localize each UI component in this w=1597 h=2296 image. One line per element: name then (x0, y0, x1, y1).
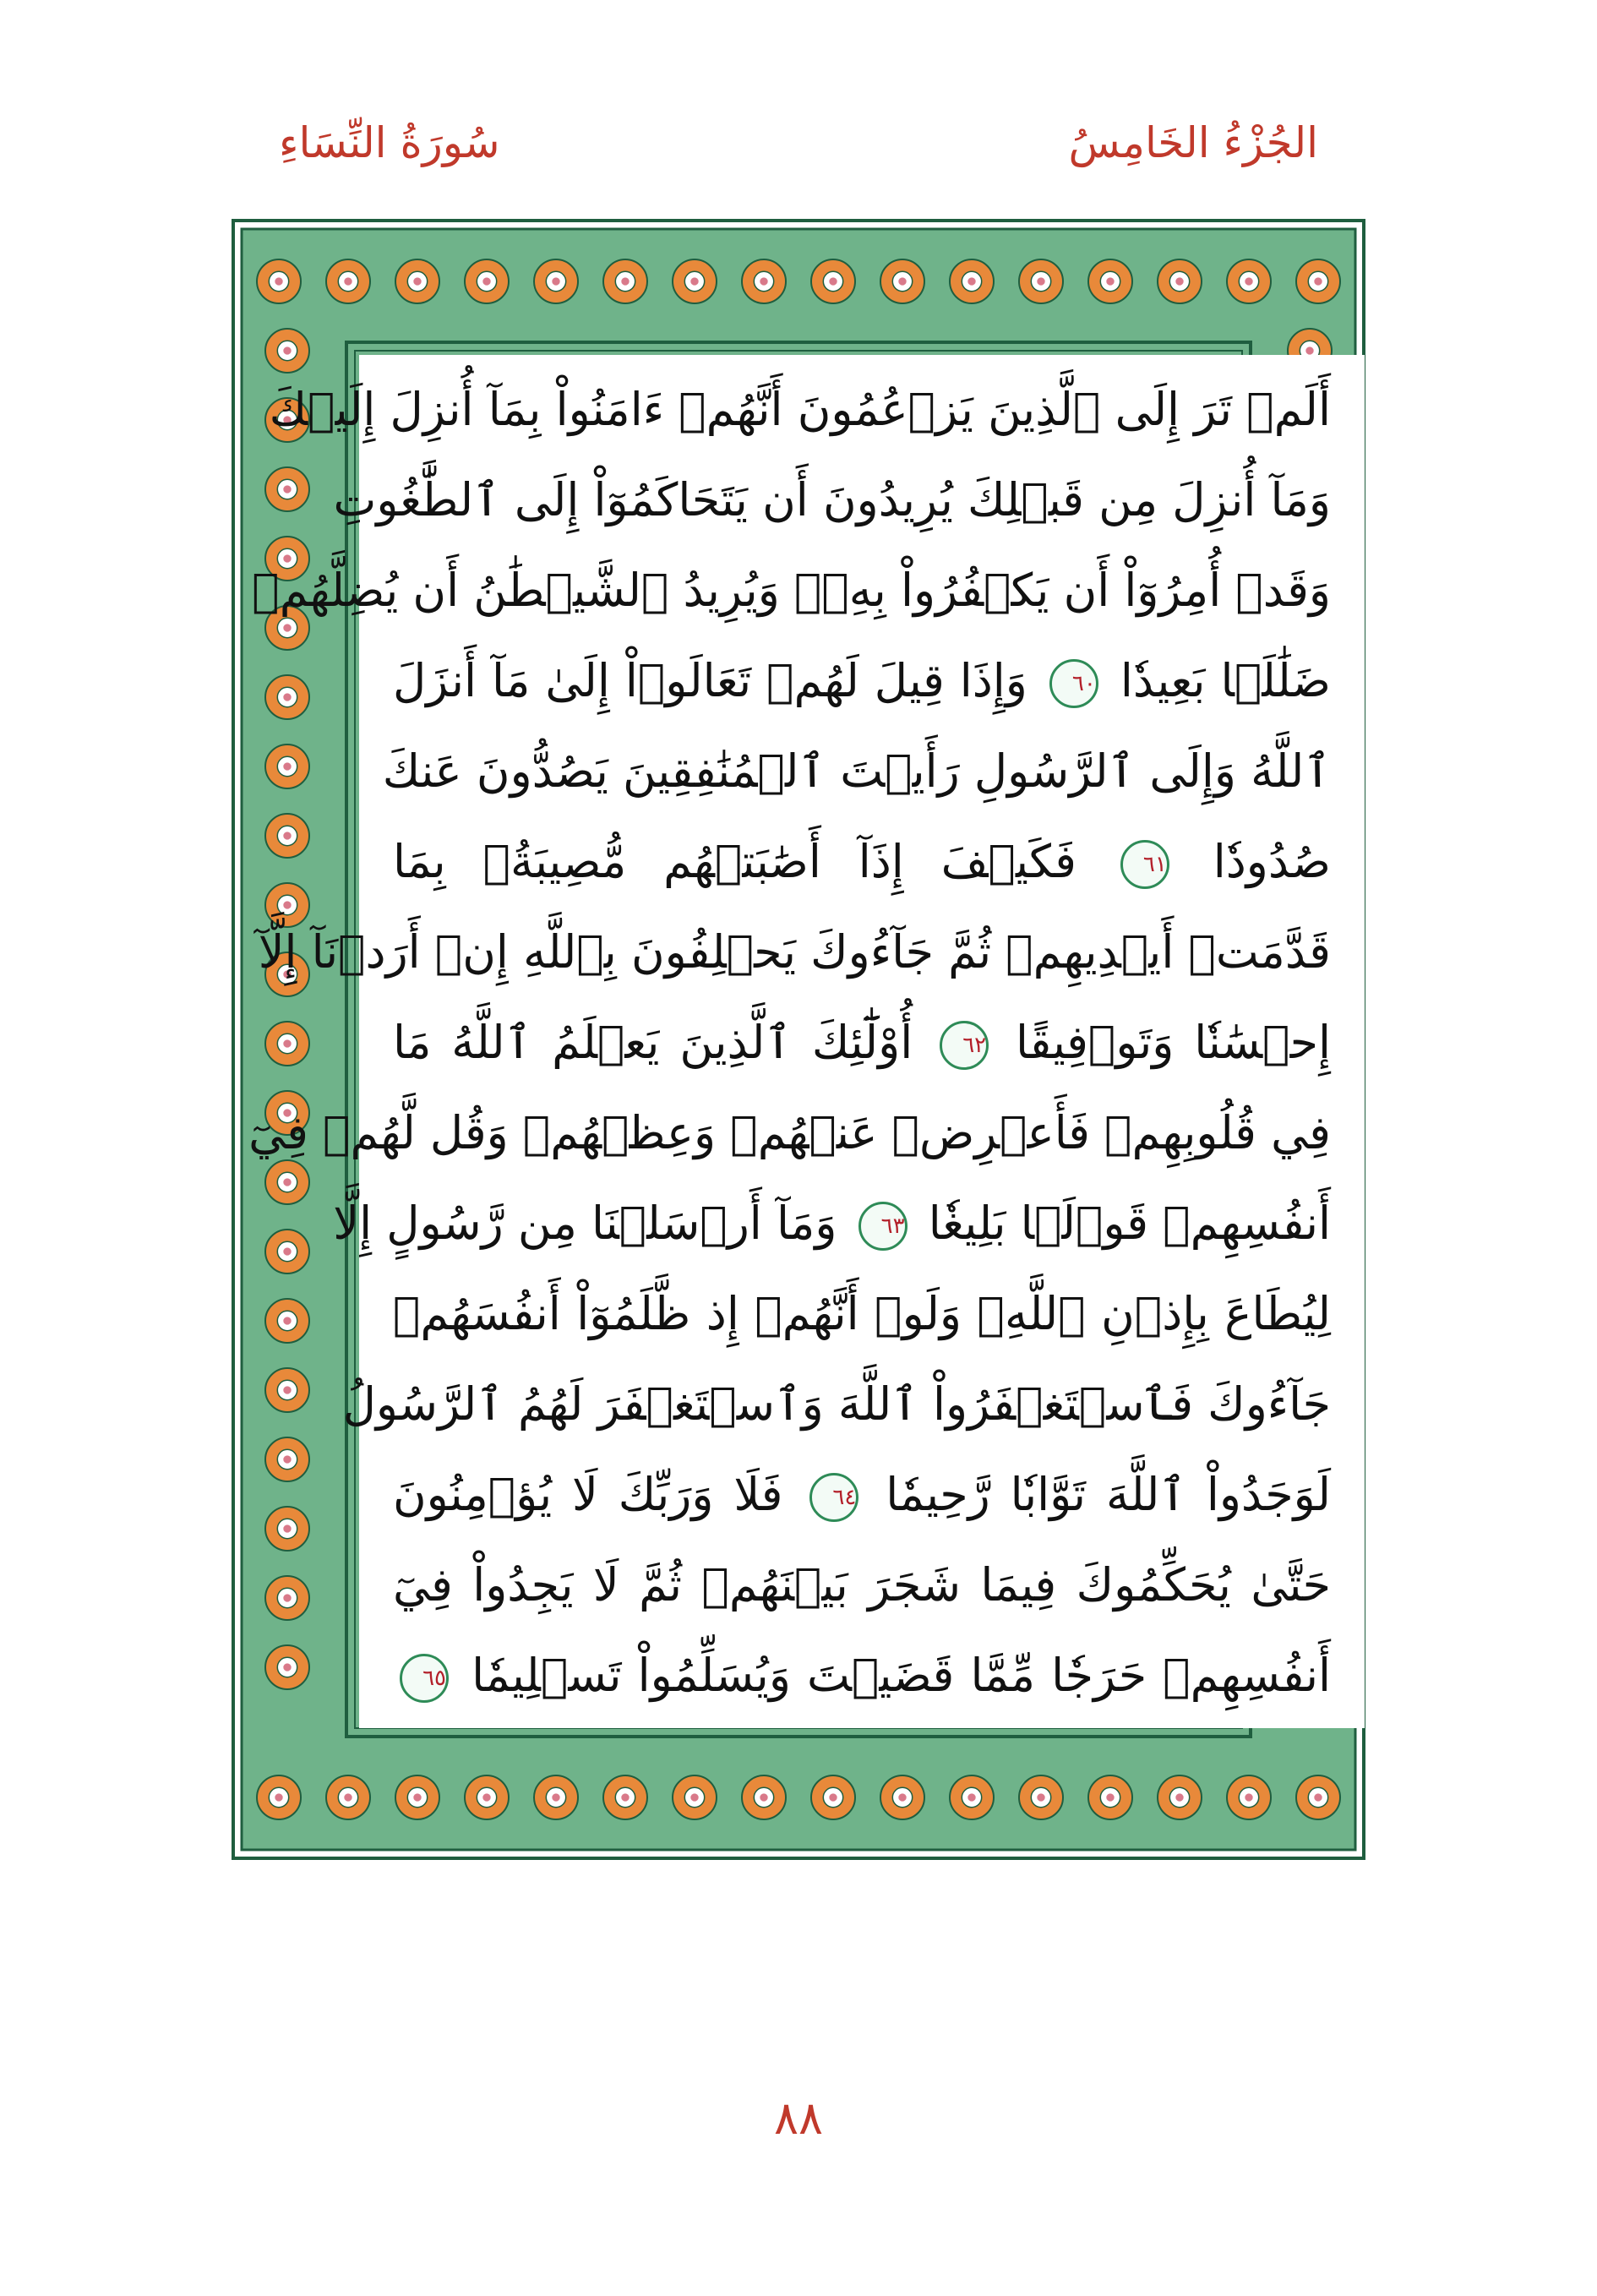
frame-flower-motif (265, 1645, 309, 1689)
verse-line-12: جَآءُوكَ فَٱسۡتَغۡفَرُواْ ٱللَّهَ وَٱسۡتَغۡفَرَ لَهُمُ ٱلرَّسُولُ (342, 1377, 1331, 1431)
verse-line-7: قَدَّمَتۡ أَيۡدِيهِمۡ ثُمَّ جَآءُوكَ يَحۡلِفُونَ بِٱللَّهِ إِنۡ أَرَدۡنَآ إِلَّآ (258, 925, 1331, 979)
surah-name: سُورَةُ النِّسَاءِ (279, 118, 500, 167)
frame-flower-motif (257, 1775, 301, 1819)
frame-flower-motif (465, 259, 509, 303)
frame-flower-motif (1019, 1775, 1063, 1819)
frame-flower-motif (1158, 259, 1202, 303)
verse-line-14: حَتَّىٰ يُحَكِّمُوكَ فِيمَا شَجَرَ بَيۡنَهُمۡ ثُمَّ لَا يَجِدُواْ فِيٓ (393, 1558, 1331, 1612)
frame-flower-motif (811, 259, 855, 303)
frame-flower-motif (265, 1576, 309, 1620)
frame-flower-motif (395, 1775, 439, 1819)
page-header (0, 118, 1597, 194)
frame-flower-motif (265, 744, 309, 788)
frame-flower-motif (950, 1775, 994, 1819)
frame-flower-motif (265, 1437, 309, 1481)
frame-flower-motif (1296, 259, 1340, 303)
frame-flower-motif (1296, 1775, 1340, 1819)
frame-flower-motif (465, 1775, 509, 1819)
verse-line-2: وَمَآ أُنزِلَ مِن قَبۡلِكَ يُرِيدُونَ أَن يَتَحَاكَمُوٓاْ إِلَى ٱلطَّٰغُوتِ (333, 473, 1331, 526)
verse-line-13: لَوَجَدُواْ ٱللَّهَ تَوَّابٗا رَّحِيمٗا ٦٤ فَلَا وَرَبِّكَ لَا يُؤۡمِنُونَ (393, 1468, 1331, 1521)
frame-flower-motif (1019, 259, 1063, 303)
frame-flower-motif (1227, 259, 1271, 303)
frame-flower-motif (534, 1775, 578, 1819)
ayah-number-marker: ٦٤ (809, 1473, 858, 1522)
frame-flower-motif (534, 259, 578, 303)
frame-flower-motif (1158, 1775, 1202, 1819)
verse-line-9: فِي قُلُوبِهِمۡ فَأَعۡرِضۡ عَنۡهُمۡ وَعِظۡهُمۡ وَقُل لَّهُمۡ فِيٓ (248, 1106, 1331, 1159)
frame-flower-motif (265, 467, 309, 511)
frame-flower-motif (265, 1507, 309, 1551)
page-number: ٨٨ (773, 2091, 823, 2145)
frame-flower-motif (257, 259, 301, 303)
quran-text-panel (248, 355, 1365, 1728)
verse-line-4: ضَلَٰلَۢا بَعِيدٗا ٦٠ وَإِذَا قِيلَ لَهُمۡ تَعَالَوۡاْ إِلَىٰ مَآ أَنزَلَ (393, 654, 1332, 707)
verse-line-6: صُدُودٗا ٦١ فَكَيۡفَ إِذَآ أَصَٰبَتۡهُم مُّصِيبَةُۢ بِمَا (393, 835, 1332, 888)
frame-flower-motif (880, 1775, 924, 1819)
frame-flower-motif (950, 259, 994, 303)
frame-flower-motif (265, 675, 309, 719)
ayah-number-marker: ٦٥ (400, 1654, 449, 1703)
frame-flower-motif (265, 1368, 309, 1412)
frame-flower-motif (742, 259, 786, 303)
frame-flower-motif (673, 259, 717, 303)
frame-flower-motif (603, 259, 647, 303)
verse-line-11: لِيُطَاعَ بِإِذۡنِ ٱللَّهِۚ وَلَوۡ أَنَّهُمۡ إِذ ظَّلَمُوٓاْ أَنفُسَهُمۡ (393, 1287, 1331, 1340)
frame-flower-motif (265, 814, 309, 858)
frame-flower-motif (1088, 1775, 1132, 1819)
frame-flower-motif (673, 1775, 717, 1819)
frame-flower-motif (395, 259, 439, 303)
frame-flower-motif (742, 1775, 786, 1819)
frame-flower-motif (265, 329, 309, 373)
frame-flower-motif (265, 1022, 309, 1066)
frame-flower-motif (1088, 259, 1132, 303)
verse-line-10: أَنفُسِهِمۡ قَوۡلَۢا بَلِيغٗا ٦٣ وَمَآ أَرۡسَلۡنَا مِن رَّسُولٍ إِلَّا (333, 1197, 1331, 1250)
verse-line-5: ٱللَّهُ وَإِلَى ٱلرَّسُولِ رَأَيۡتَ ٱلۡمُنَٰفِقِينَ يَصُدُّونَ عَنكَ (382, 744, 1331, 798)
frame-flower-motif (326, 259, 370, 303)
ayah-number-marker: ٦٢ (940, 1021, 989, 1070)
verse-line-1: أَلَمۡ تَرَ إِلَى ٱلَّذِينَ يَزۡعُمُونَ أَنَّهُمۡ ءَامَنُواْ بِمَآ أُنزِلَ إِلَيۡكَ (269, 383, 1331, 436)
frame-flower-motif (811, 1775, 855, 1819)
ayah-number-marker: ٦١ (1120, 840, 1169, 889)
frame-flower-motif (880, 259, 924, 303)
frame-flower-motif (326, 1775, 370, 1819)
ayah-number-marker: ٦٠ (1049, 659, 1098, 708)
ayah-number-marker: ٦٣ (858, 1202, 908, 1251)
verse-line-15: أَنفُسِهِمۡ حَرَجٗا مِّمَّا قَضَيۡتَ وَيُسَلِّمُواْ تَسۡلِيمٗا ٦٥ (393, 1633, 1331, 1718)
verse-line-3: وَقَدۡ أُمِرُوٓاْ أَن يَكۡفُرُواْ بِهِۦۖ وَيُرِيدُ ٱلشَّيۡطَٰنُ أَن يُضِلَّهُمۡ (252, 564, 1331, 617)
frame-flower-motif (1227, 1775, 1271, 1819)
frame-flower-motif (265, 1299, 309, 1343)
verse-line-8: إِحۡسَٰنٗا وَتَوۡفِيقًا ٦٢ أُوْلَٰٓئِكَ ٱلَّذِينَ يَعۡلَمُ ٱللَّهُ مَا (393, 1016, 1331, 1069)
frame-flower-motif (265, 1230, 309, 1273)
frame-flower-motif (603, 1775, 647, 1819)
juz-name: الجُزْءُ الخَامِسُ (1068, 118, 1318, 167)
